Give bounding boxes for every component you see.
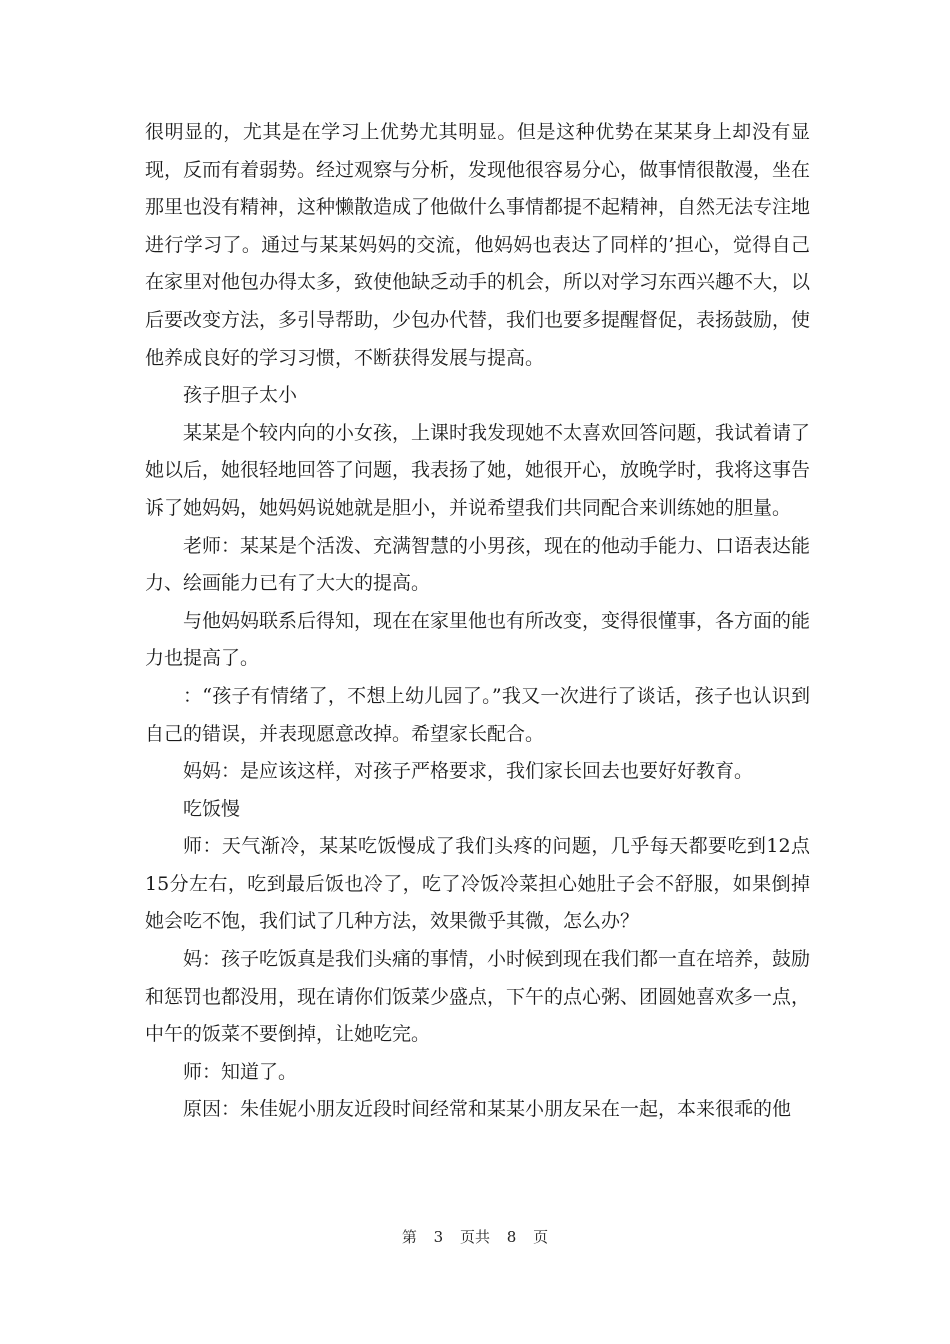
paragraph: 与他妈妈联系后得知，现在在家里他也有所改变，变得很懂事，各方面的能力也提高了。 [145,609,811,670]
paragraph: 某某是个较内向的小女孩，上课时我发现她不太喜欢回答问题，我试着请了她以后，她很轻地回答了问题，我表扬了她，她很开心，放晚学时，我将这事告诉了她妈妈，她妈妈说她就是胆小，并说希望我们共同配合来训练她的胆量。 [145,421,811,519]
paragraph: 师：天气渐冷，某某吃饭慢成了我们头疼的问题，几乎每天都要吃到12点15分左右，吃到最后饭也冷了，吃了冷饭冷菜担心她肚子会不舒服，如果倒掉她会吃不饱，我们试了几种方法，效果微乎其微，怎么办？ [145,835,810,933]
paragraph: 原因：朱佳妮小朋友近段时间经常和某某小朋友呆在一起，本来很乖的他 [183,1098,792,1121]
page-footer [0,1226,950,1247]
footer-middle: 页共 [459,1228,490,1246]
paragraph: 老师：某某是个活泼、充满智慧的小男孩，现在的他动手能力、口语表达能力、绘画能力已有了大大的提高。 [145,534,811,595]
paragraph: 师：知道了。 [183,1060,298,1083]
section-heading: 吃饭慢 [183,797,241,820]
paragraph: 妈：孩子吃饭真是我们头痛的事情，小时候到现在我们都一直在培养，鼓励和惩罚也都没用，现在请你们饭菜少盛点，下午的点心粥、团圆她喜欢多一点，中午的饭菜不要倒掉，让她吃完。 [145,948,811,1046]
total-page-count: 8 [506,1228,517,1246]
current-page-number: 3 [433,1228,444,1246]
paragraph: 妈妈：是应该这样，对孩子严格要求，我们家长回去也要好好教育。 [183,760,754,783]
footer-suffix: 页 [533,1228,549,1246]
document-body [145,114,810,1129]
paragraph: ：“孩子有情绪了，不想上幼儿园了。”我又一次进行了谈话，孩子也认识到自己的错误，并表现愿意改掉。希望家长配合。 [145,684,810,745]
footer-prefix: 第 [401,1228,417,1246]
paragraph: 很明显的，尤其是在学习上优势尤其明显。但是这种优势在某某身上却没有显现，反而有着弱势。经过观察与分析，发现他很容易分心，做事情很散漫，坐在那里也没有精神，这种懒散造成了他做什么事情都提不起精神，自然无法专注地进行学习了。通过与某某妈妈的交流，他妈妈也表达了同样的’担心，觉得自己在家里对他包办得太多，致使他缺乏动手的机会，所以对学习东西兴趣不大，以后要改变方法，多引导帮助，少包办代替，我们也要多提醒督促，表扬鼓励，使他养成良好的学习习惯，不断获得发展与提高。 [145,121,811,369]
section-heading: 孩子胆子太小 [183,384,298,407]
